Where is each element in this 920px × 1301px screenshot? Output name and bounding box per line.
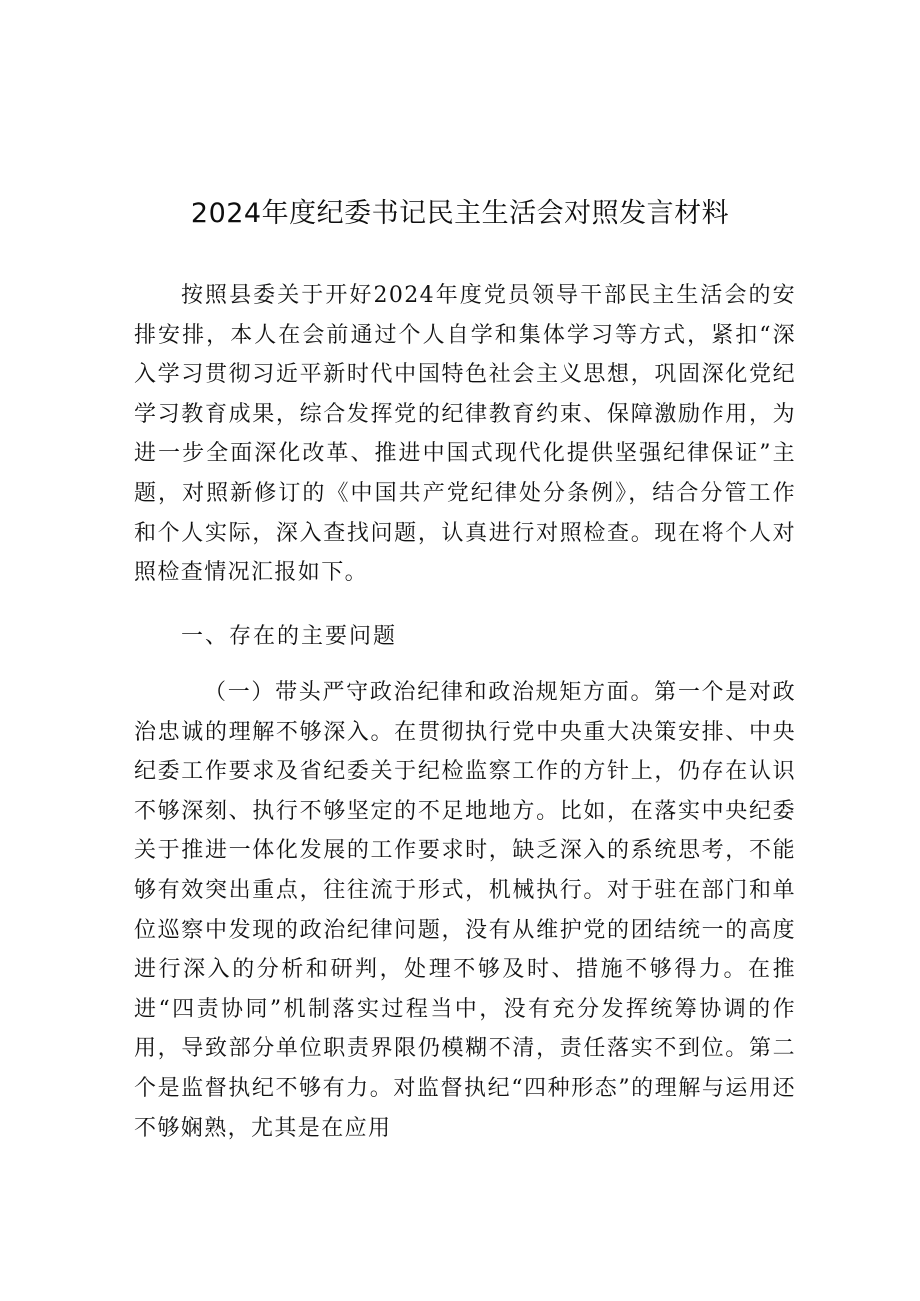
intro-paragraph: 按照县委关于开好2024年度党员领导干部民主生活会的安排安排，本人在会前通过个人自学和集体学习等方式，紧扣“深入学习贯彻习近平新时代中国特色社会主义思想，巩固深化党纪学习教育成果，综合发挥党的纪律教育约束、保障激励作用，为进一步全面深化改革、推进中国式现代化提供坚强纪律保证”主题，对照新修订的《中国共产党纪律处分条例》，结合分管工作和个人实际，深入查找问题，认真进行对照检查。现在将个人对照检查情况汇报如下。	[134, 283, 796, 586]
body-paragraph: （一）带头严守政治纪律和政治规矩方面。第一个是对政治忠诚的理解不够深入。在贯彻执行党中央重大决策安排、中央纪委工作要求及省纪委关于纪检监察工作的方针上，仍存在认识不够深刻、执行不够坚定的不足地地方。比如，在落实中央纪委关于推进一体化发展的工作要求时，缺乏深入的系统思考，不能够有效突出重点，往往流于形式，机械执行。对于驻在部门和单位巡察中发现的政治纪律问题，没有从维护党的团结统一的高度进行深入的分析和研判，处理不够及时、措施不够得力。在推进“四责协同”机制落实过程当中，没有充分发挥统筹协调的作用，导致部分单位职责界限仍模糊不清，责任落实不到位。第二个是监督执纪不够有力。对监督执纪“四种形态”的理解与运用还不够娴熟，尤其是在应用	[134, 680, 796, 1141]
document-title: 2024年度纪委书记民主生活会对照发言材料	[190, 198, 730, 229]
section-heading: 一、存在的主要问题	[181, 624, 398, 649]
